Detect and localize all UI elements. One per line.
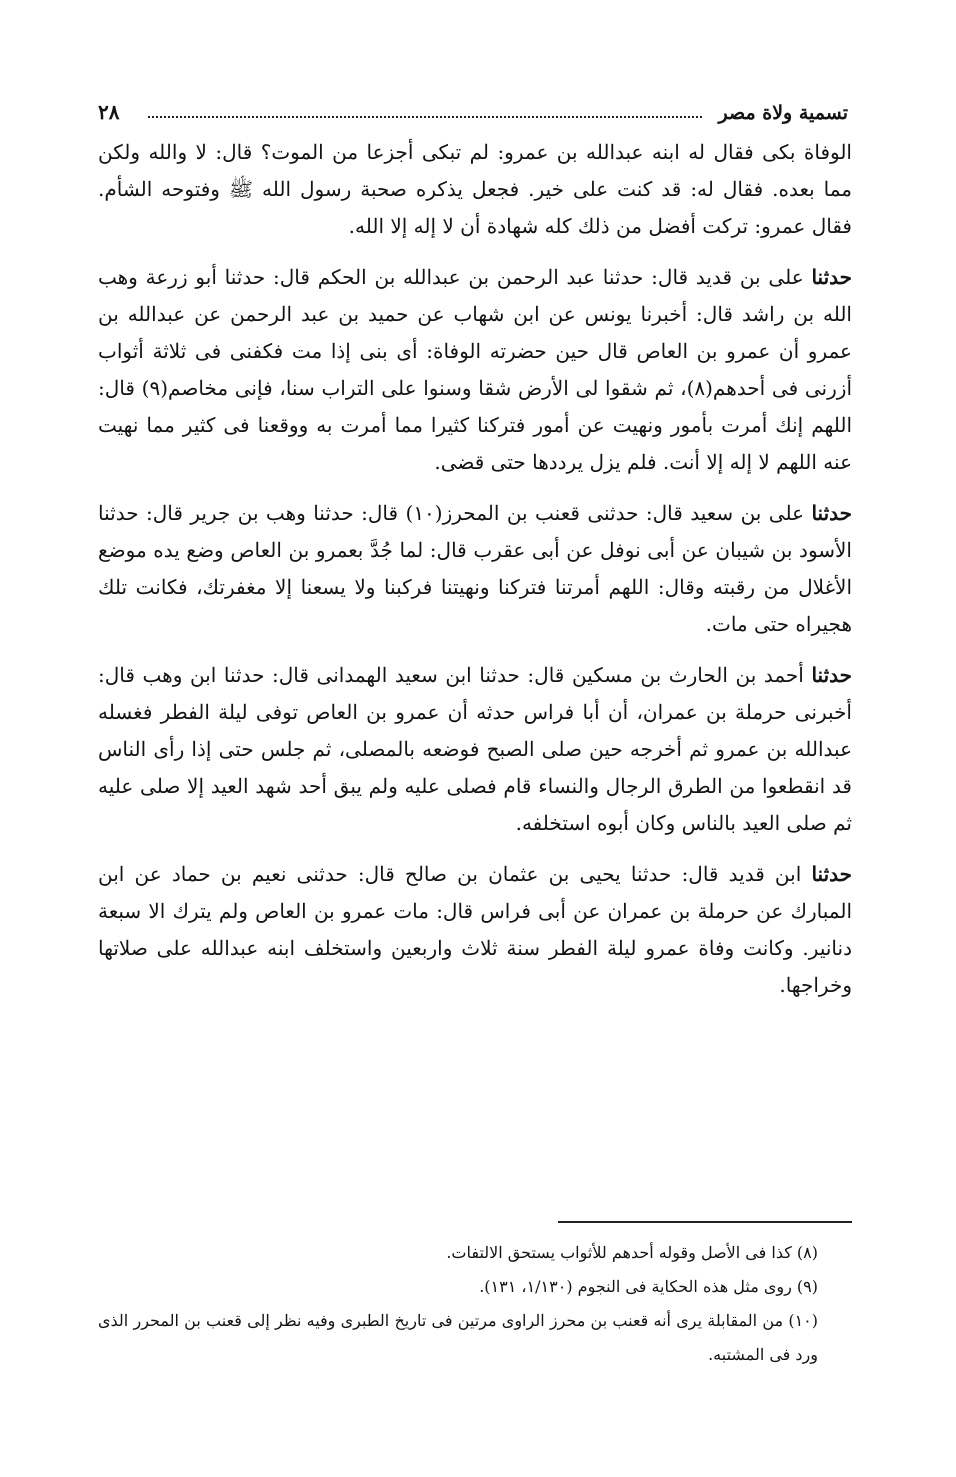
paragraph-1: [98, 134, 852, 245]
page-body: [98, 96, 852, 1018]
paragraph-text: أحمد بن الحارث بن مسكين قال: حدثنا ابن سعيد الهمدانى قال: حدثنا ابن وهب قال: أخبرنى حرملة بن عمران، أن أبا فراس حدثه أن عمرو بن العاص توفى ليلة الفطر فغسله عبدالله بن عمرو ثم أخرجه حين صلى الصبح فوضعه بالمصلى، ثم جلس حتى إذا رأى الناس قد انقطعوا من الطرق الرجال والنساء قام فصلى عليه ولم يبق أحد شهد العيد إلا صلى عليه ثم صلى العيد بالناس وكان أبوه استخلفه.: [98, 663, 852, 835]
paragraph-text: الوفاة بكى فقال له ابنه عبدالله بن عمرو: لم تبكى أجزعا من الموت؟ قال: لا والله ولكن مما بعده. فقال له: قد كنت على خير. فجعل يذكره صحبة رسول الله ﷺ وفتوحه الشأم. فقال عمرو: تركت أفضل من ذلك كله شهادة أن لا إله إلا الله.: [98, 140, 852, 238]
paragraph-text: على بن سعيد قال: حدثنى قعنب بن المحرز(١٠) قال: حدثنا وهب بن جرير قال: حدثنا الأسود بن شيبان عن أبى نوفل عن أبى عقرب قال: لما جُدَّ بعمرو بن العاص وضع يده موضع الأغلال من رقبته وقال: اللهم أمرتنا فتركنا ونهيتنا فركبنا ولا يسعنا إلا مغفرتك، فكانت تلك هجيراه حتى مات.: [98, 501, 852, 636]
footnote-9: (٩) روى مثل هذه الحكاية فى النجوم (١/١٣٠، ١٣١).: [479, 1277, 818, 1296]
paragraph-lead: حدثنا: [811, 265, 852, 289]
footnote-8: (٨) كذا فى الأصل وقوله أحدهم للأثواب يستحق الالتفات.: [446, 1243, 818, 1262]
paragraph-text: ابن قديد قال: حدثنا يحيى بن عثمان بن صالح قال: حدثنى نعيم بن حماد عن ابن المبارك عن حرملة بن عمران عن أبى فراس قال: مات عمرو بن العاص ولم يترك الا سبعة دنانير. وكانت وفاة عمرو ليلة الفطر سنة ثلاث واربعين واستخلف ابنه عبدالله على صلاتها وخراجها.: [98, 862, 852, 997]
paragraph-4: [98, 657, 852, 842]
running-title: تسمية ولاة مصر: [718, 102, 848, 124]
paragraph-2: [98, 259, 852, 481]
paragraph-text: على بن قديد قال: حدثنا عبد الرحمن بن عبدالله بن الحكم قال: حدثنا أبو زرعة وهب الله بن راشد قال: أخبرنا يونس عن ابن شهاب عن حميد بن عبد الرحمن عن عبدالله بن عمرو أن عمرو بن العاص قال حين حضرته الوفاة: أى بنى إذا مت فكفنى فى ثلاثة أثواب أزرنى فى أحدهم(٨)، ثم شقوا لى الأرض شقا وسنوا على التراب سنا، فإنى مخاصم(٩) قال: اللهم إنك أمرت بأمور ونهيت عن أمور فتركنا كثيرا مما أمرت به ووقعنا فى كثير مما نهيت عنه اللهم لا إله إلا أنت. فلم يزل يرددها حتى قضى.: [98, 265, 852, 474]
paragraph-lead: حدثنا: [811, 862, 852, 886]
footnote-10: (١٠) من المقابلة يرى أنه قعنب بن محرز الراوى مرتين فى تاريخ الطبرى وفيه نظر إلى قعنب بن المحرر الذى ورد فى المشتبه.: [98, 1311, 818, 1364]
paragraph-lead: حدثنا: [811, 663, 852, 687]
paragraph-3: [98, 495, 852, 643]
footnote-divider: [558, 1221, 852, 1223]
footnotes: [98, 1236, 818, 1372]
running-header: [98, 96, 852, 132]
page-number: ٢٨: [98, 100, 120, 124]
paragraph-lead: حدثنا: [811, 501, 852, 525]
dotted-leader: [148, 116, 702, 118]
paragraph-5: [98, 856, 852, 1004]
